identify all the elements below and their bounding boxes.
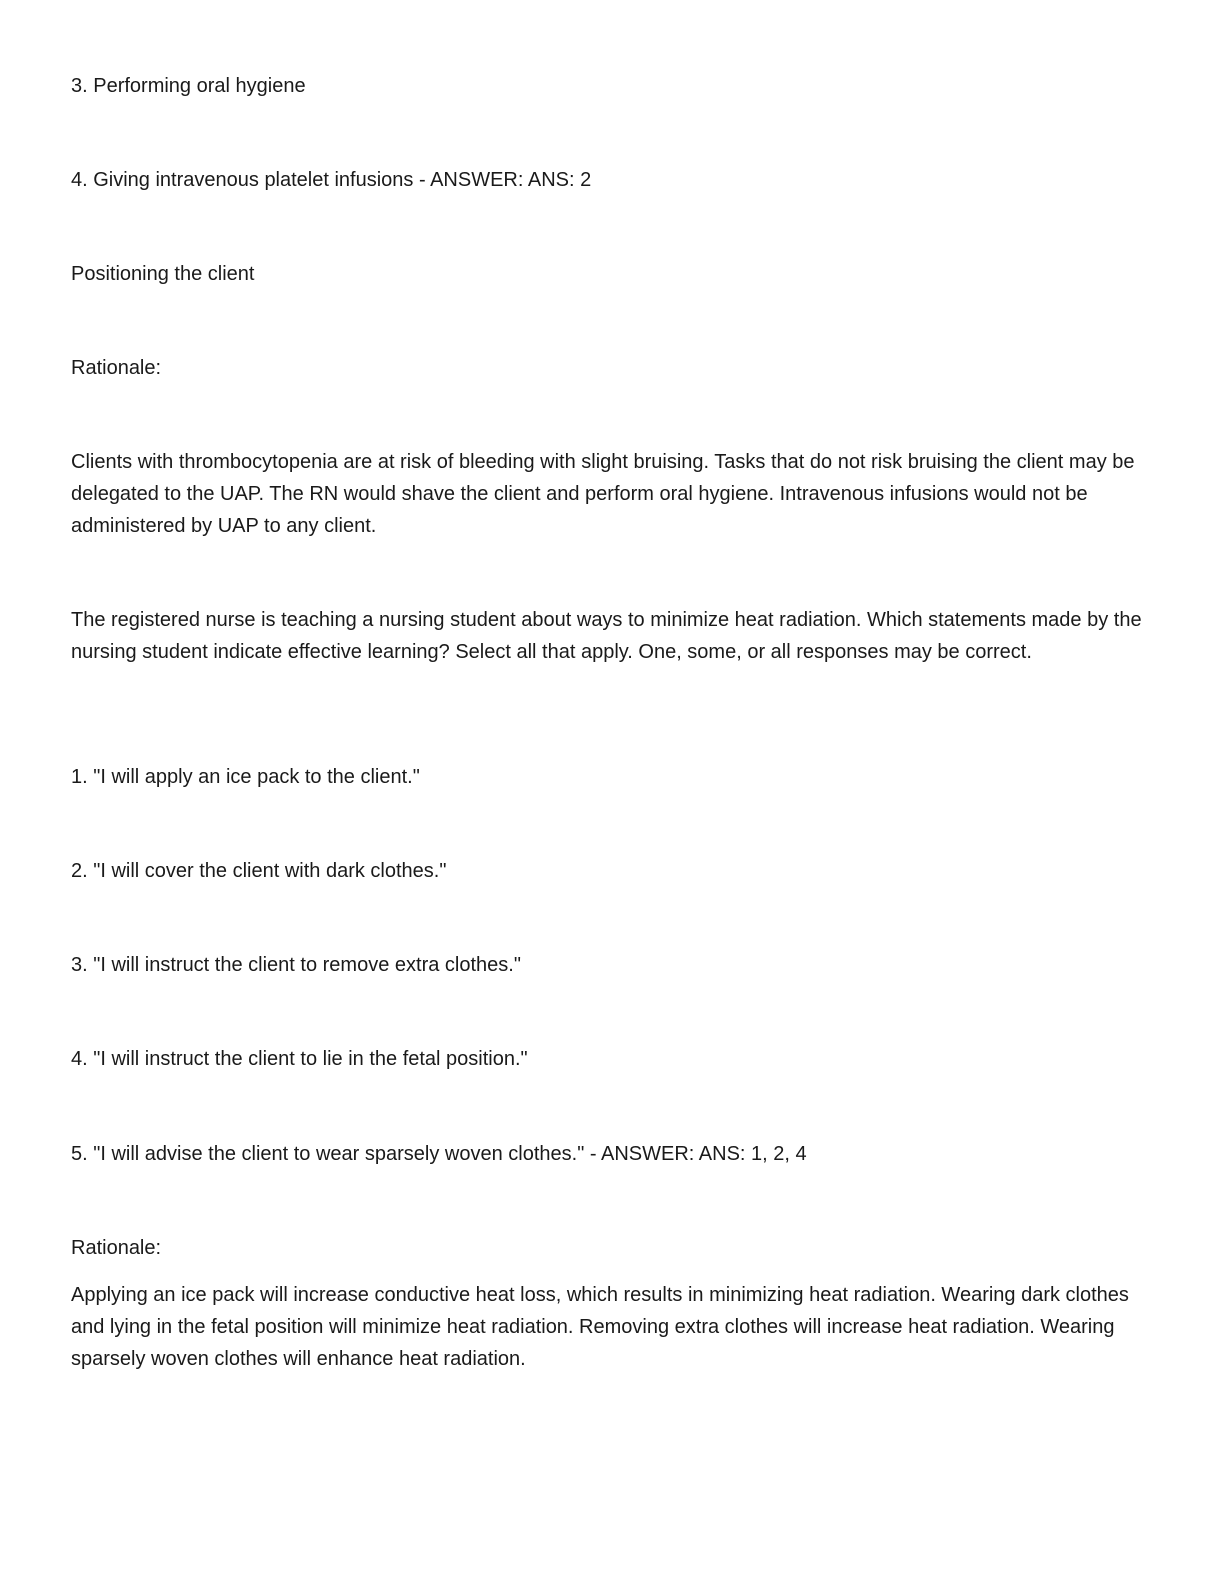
heat-option-2: 2. "I will cover the client with dark clothes."	[71, 860, 447, 882]
previous-rationale-label: Rationale:	[71, 357, 162, 379]
heat-rationale-paragraph: Applying an ice pack will increase conductive heat loss, which results in minimizing heat radiation. Wearing dark clothes and lying in the fetal position will minimize heat radiation. Removing extra clothes will increase heat radiation. Wearing sparsely woven clothes will enhance heat radiation.	[71, 1284, 1129, 1370]
heat-option-5-with-answer: 5. "I will advise the client to wear sparsely woven clothes." - ANSWER: ANS: 1, 2, 4	[71, 1143, 807, 1165]
previous-answer-text: Positioning the client	[71, 263, 255, 285]
heat-option-4: 4. "I will instruct the client to lie in the fetal position."	[71, 1048, 528, 1070]
heat-option-3: 3. "I will instruct the client to remove extra clothes."	[71, 954, 521, 976]
heat-rationale-label: Rationale:	[71, 1237, 162, 1259]
previous-question-option-3: 3. Performing oral hygiene	[71, 75, 306, 97]
heat-question-stem: The registered nurse is teaching a nursing student about ways to minimize heat radiation. Which statements made by the nursing student indicate effective learning? Select all that apply. One, some, or all responses may be correct.	[71, 609, 1142, 663]
previous-rationale-paragraph: Clients with thrombocytopenia are at risk of bleeding with slight bruising. Tasks that do not risk bruising the client may be delegated to the UAP. The RN would shave the client and perform oral hygiene. Intravenous infusions would not be administered by UAP to any client.	[71, 451, 1135, 537]
heat-option-1: 1. "I will apply an ice pack to the client."	[71, 766, 420, 788]
previous-question-option-4-with-answer: 4. Giving intravenous platelet infusions - ANSWER: ANS: 2	[71, 169, 592, 191]
